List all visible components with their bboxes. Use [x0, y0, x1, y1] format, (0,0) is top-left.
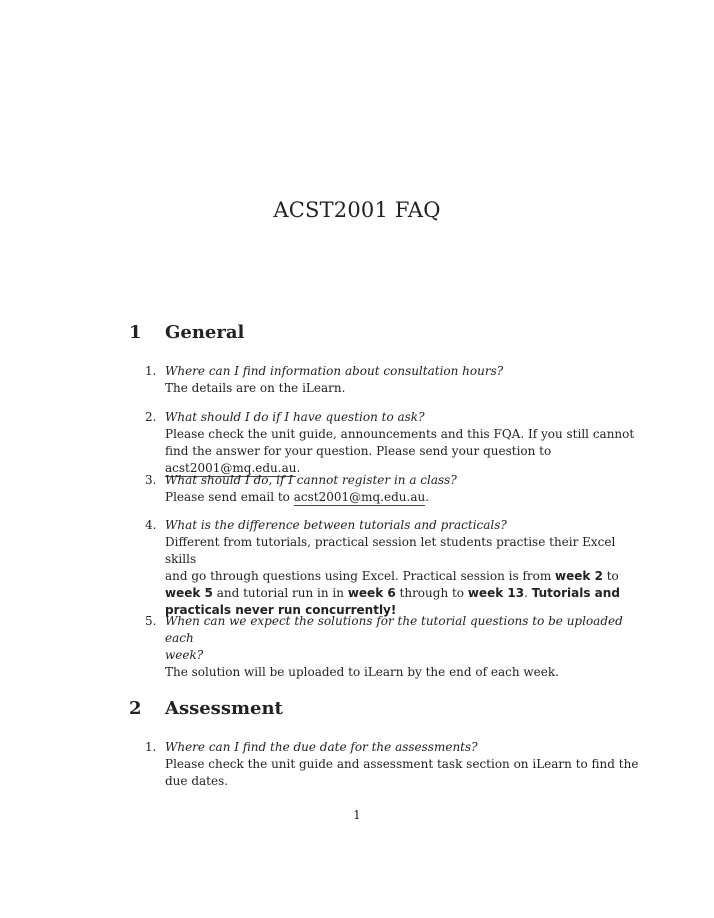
- faq-question: Where can I find information about consultation hours?: [165, 364, 504, 378]
- item-number: 5.: [145, 614, 157, 628]
- faq-question-line: When can we expect the solutions for the tutorial questions to be uploaded each: [165, 614, 623, 645]
- email-link[interactable]: acst2001@mq.edu.au: [293, 490, 426, 504]
- faq-question: Where can I find the due date for the assessments?: [165, 740, 478, 754]
- faq-item: [145, 363, 645, 397]
- item-number: 2.: [145, 410, 157, 424]
- faq-question-line: week?: [165, 648, 204, 662]
- faq-question: What should I do, if I cannot register in a class?: [165, 473, 457, 487]
- item-number: 1.: [145, 364, 157, 378]
- document-title: ACST2001 FAQ: [273, 198, 441, 222]
- answer-text: to: [602, 569, 619, 583]
- email-link[interactable]: acst2001@mq.edu.au: [165, 461, 297, 475]
- section-heading-assessment: [129, 698, 283, 719]
- section-number: 1: [129, 322, 142, 343]
- faq-item: [145, 517, 645, 619]
- item-number: 3.: [145, 473, 157, 487]
- section-title: General: [165, 322, 245, 343]
- faq-answer-line: due dates.: [165, 774, 229, 788]
- section-title: Assessment: [165, 698, 283, 719]
- item-number: 4.: [145, 518, 157, 532]
- answer-bold: practicals never run concurrently!: [165, 603, 397, 617]
- faq-answer-line: [165, 568, 645, 585]
- faq-answer: The solution will be uploaded to iLearn by the end of each week.: [165, 665, 559, 679]
- answer-text: .: [425, 490, 430, 504]
- faq-answer-line: Please check the unit guide, announcements and this FQA. If you still cannot: [165, 427, 635, 441]
- faq-item: [145, 472, 645, 506]
- faq-answer: The details are on the iLearn.: [165, 381, 346, 395]
- answer-text: and go through questions using Excel. Practical session is from: [165, 569, 556, 583]
- answer-text: find the answer for your question. Please send your question to: [165, 444, 552, 458]
- answer-bold: week 2: [555, 569, 603, 583]
- answer-text: Please send email to: [165, 490, 294, 504]
- faq-question: What is the difference between tutorials and practicals?: [165, 518, 507, 532]
- answer-bold: week 13: [467, 586, 525, 600]
- faq-item: [145, 409, 645, 477]
- answer-text: .: [524, 586, 532, 600]
- section-heading-general: [129, 322, 244, 343]
- answer-text: .: [296, 461, 301, 475]
- answer-bold: week 5: [165, 586, 213, 600]
- page-number: 1: [353, 808, 361, 822]
- answer-bold: Tutorials and: [531, 586, 620, 600]
- faq-question: What should I do if I have question to ask?: [165, 410, 425, 424]
- section-number: 2: [129, 698, 142, 719]
- answer-text: through to: [395, 586, 468, 600]
- answer-text: and tutorial run in in: [212, 586, 348, 600]
- faq-item: [145, 613, 645, 681]
- faq-answer-line: Please check the unit guide and assessment task section on iLearn to find the: [165, 757, 639, 771]
- answer-bold: week 6: [347, 586, 396, 600]
- faq-answer-line: [165, 585, 645, 602]
- faq-answer-line: Different from tutorials, practical session let students practise their Excel skills: [165, 535, 616, 566]
- faq-item: [145, 739, 645, 790]
- faq-answer-line: [165, 489, 645, 506]
- item-number: 1.: [145, 740, 157, 754]
